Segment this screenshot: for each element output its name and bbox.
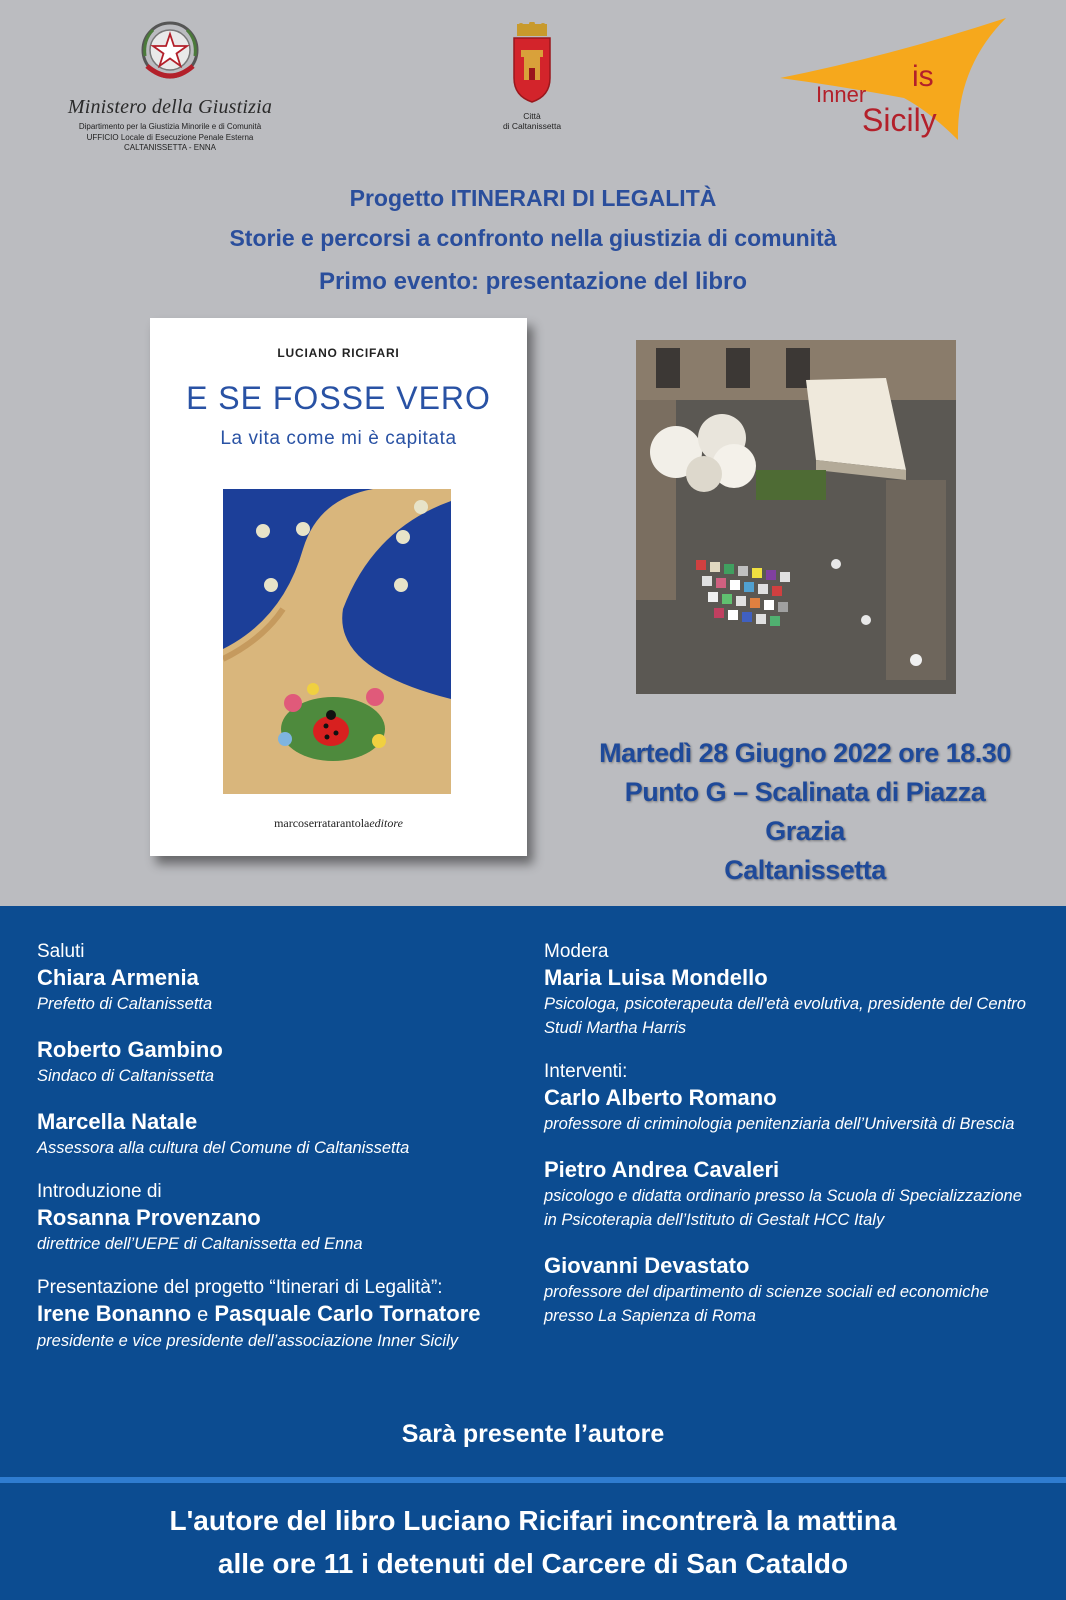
speaker-role: Assessora alla cultura del Comune di Caltanissetta	[37, 1139, 410, 1157]
speaker-role: presso La Sapienza di Roma	[544, 1307, 756, 1325]
speaker-role: psicologo e didatta ordinario presso la Scuola di Specializzazione	[544, 1187, 1022, 1205]
project-presentation-label: Presentazione del progetto “Itinerari di Legalità”:	[37, 1277, 443, 1298]
ministry-title: Ministero della Giustizia	[67, 96, 273, 118]
speaker-role: Psicologa, psicoterapeuta dell'età evolutiva, presidente del Centro	[544, 995, 1026, 1013]
speaker-block	[37, 1180, 507, 1256]
project-subtitle: Storie e percorsi a confronto nella giustizia di comunità	[229, 225, 837, 251]
speaker-role: presidente e vice presidente dell’associazione Inner Sicily	[37, 1332, 458, 1350]
speaker-name: Carlo Alberto Romano	[544, 1085, 777, 1110]
event-city: Caltanissetta	[724, 855, 886, 885]
event-headings	[0, 178, 1066, 302]
event-venue: Punto G – Scalinata di Piazza Grazia	[624, 777, 986, 846]
speaker-role: direttrice dell’UEPE di Caltanissetta ed Enna	[37, 1235, 363, 1253]
event-details	[590, 734, 1020, 890]
speaker-name: Pasquale Carlo Tornatore	[214, 1301, 481, 1326]
speaker-name: Irene Bonanno	[37, 1301, 192, 1326]
speaker-block	[544, 1084, 1044, 1136]
speaker-role: Sindaco di Caltanissetta	[37, 1067, 215, 1085]
speaker-name: Chiara Armenia	[37, 965, 199, 990]
city-line: di Caltanissetta	[502, 121, 562, 131]
speaker-block	[544, 964, 1044, 1040]
speaker-role: professore del dipartimento di scienze sociali ed economiche	[544, 1283, 989, 1301]
speaker-block	[37, 1108, 507, 1160]
book-title: E SE FOSSE VERO	[186, 380, 491, 416]
italian-emblem-icon	[139, 20, 201, 90]
speaker-name: Giovanni Devastato	[544, 1253, 750, 1278]
city-coat-of-arms-icon	[509, 22, 555, 104]
ministry-logo	[64, 20, 276, 154]
book-author: LUCIANO RICIFARI	[277, 346, 400, 360]
note-line: L'autore del libro Luciano Ricifari incontrerà la mattina	[169, 1505, 897, 1536]
saluti-label: Saluti	[37, 941, 85, 962]
speaker-name: Rosanna Provenzano	[37, 1205, 261, 1230]
speaker-block	[544, 1156, 1044, 1232]
book-publisher	[150, 816, 527, 831]
speaker-role: Prefetto di Caltanissetta	[37, 995, 213, 1013]
program-section	[0, 906, 1066, 1600]
divider-stripe	[0, 1477, 1066, 1483]
book-cover-painting	[223, 489, 451, 794]
book-subtitle: La vita come mi è capitata	[220, 428, 457, 449]
ministry-subtitle	[64, 122, 276, 154]
inner-sicily-mark: is	[912, 60, 934, 93]
speaker-name: Pietro Andrea Cavaleri	[544, 1157, 780, 1182]
ministry-line: CALTANISSETTA - ENNA	[123, 143, 216, 152]
inner-sicily-logo	[780, 16, 1010, 146]
sicily-word: Sicily	[862, 102, 937, 138]
publisher-suffix: editore	[369, 816, 403, 830]
book-cover	[150, 318, 527, 856]
speaker-block	[544, 1252, 1044, 1328]
speaker-name: Maria Luisa Mondello	[544, 965, 768, 990]
speaker-name: Roberto Gambino	[37, 1037, 223, 1062]
piazza-grazia-photo	[636, 340, 956, 694]
project-title: Progetto ITINERARI DI LEGALITÀ	[349, 185, 717, 211]
note-line: alle ore 11 i detenuti del Carcere di San Cataldo	[217, 1548, 849, 1579]
speaker-role: Studi Martha Harris	[544, 1019, 687, 1037]
ministry-line: UFFICIO Locale di Esecuzione Penale Esterna	[86, 132, 254, 142]
program-left-column	[37, 940, 507, 1373]
city-line: Città	[523, 111, 541, 121]
speaker-role: in Psicoterapia dell’Istituto di Gestalt HCC Italy	[544, 1211, 885, 1229]
speaker-names	[37, 1300, 507, 1329]
intro-label: Introduzione di	[37, 1181, 162, 1202]
author-present-note: Sarà presente l’autore	[401, 1420, 665, 1448]
speaker-block	[37, 1276, 507, 1353]
city-logo	[492, 22, 572, 131]
modera-label: Modera	[544, 941, 609, 962]
prison-meeting-note	[0, 1499, 1066, 1585]
event-type: Primo evento: presentazione del libro	[318, 268, 748, 295]
ministry-line: Dipartimento per la Giustizia Minorile e di Comunità	[78, 122, 262, 131]
speaker-block	[37, 1036, 507, 1088]
speaker-block	[37, 964, 507, 1016]
name-conjunction: e	[197, 1304, 209, 1326]
publisher-name: marcoserratarantola	[274, 816, 370, 830]
speaker-role: professore di criminologia penitenziaria dell’Università di Brescia	[544, 1115, 1015, 1133]
inner-word: Inner	[816, 82, 867, 107]
interventi-label: Interventi:	[544, 1061, 628, 1082]
event-date: Martedì 28 Giugno 2022 ore 18.30	[599, 738, 1011, 768]
city-name	[492, 111, 572, 131]
speaker-name: Marcella Natale	[37, 1109, 198, 1134]
program-right-column	[544, 940, 1044, 1348]
